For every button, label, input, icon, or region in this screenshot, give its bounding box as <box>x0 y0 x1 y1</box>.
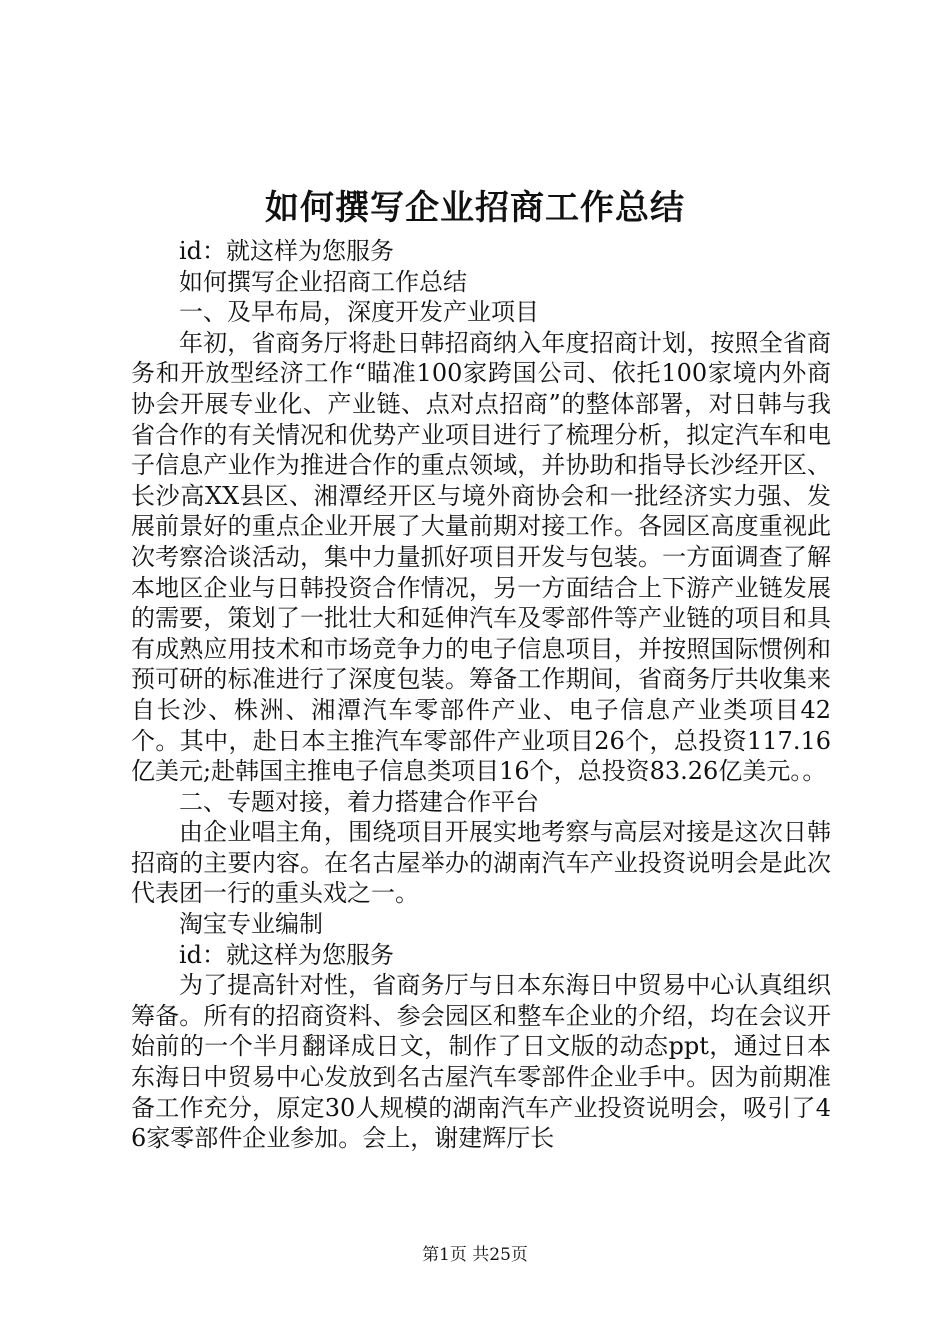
paragraph-id-line-2: id：就这样为您服务 <box>179 940 395 969</box>
document-body <box>131 236 831 1154</box>
paragraph-section-2-body: 由企业唱主角，围绕项目开展实地考察与高层对接是这次日韩招商的主要内容。在名古屋举办的湖南汽车产业投资说明会是此次代表团一行的重头戏之一。 <box>131 818 831 908</box>
section-heading-2: 二、专题对接，着力搭建合作平台 <box>179 787 539 816</box>
paragraph-id-line-1: id：就这样为您服务 <box>179 237 395 265</box>
paragraph-subtitle: 如何撰写企业招商工作总结 <box>179 267 467 296</box>
paragraph-taobao-note: 淘宝专业编制 <box>179 910 323 939</box>
page-number-footer: 第1页 共25页 <box>422 1245 528 1265</box>
section-heading-1: 一、及早布局，深度开发产业项目 <box>179 298 539 327</box>
document-title: 如何撰写企业招商工作总结 <box>265 188 685 228</box>
paragraph-section-2-continued: 为了提高针对性，省商务厅与日本东海日中贸易中心认真组织筹备。所有的招商资料、参会园区和整车企业的介绍，均在会议开始前的一个半月翻译成日文，制作了日文版的动态ppt，通过日本东海日中贸易中心发放到名古屋汽车零部件企业手中。因为前期准备工作充分，原定30人规模的湖南汽车产业投资说明会，吸引了46家零部件企业参加。会上，谢建辉厅长 <box>131 971 831 1153</box>
paragraph-section-1-body: 年初，省商务厅将赴日韩招商纳入年度招商计划，按照全省商务和开放型经济工作“瞄准100家跨国公司、依托100家境内外商协会开展专业化、产业链、点对点招商”的整体部署，对日韩与我省合作的有关情况和优势产业项目进行了梳理分析，拟定汽车和电子信息产业作为推进合作的重点领域，并协助和指导长沙经开区、长沙高XX县区、湘潭经开区与境外商协会和一批经济实力强、发展前景好的重点企业开展了大量前期对接工作。各园区高度重视此次考察洽谈活动，集中力量抓好项目开发与包装。一方面调查了解本地区企业与日韩投资合作情况，另一方面结合上下游产业链发展的需要，策划了一批壮大和延伸汽车及零部件等产业链的项目和具有成熟应用技术和市场竞争力的电子信息项目，并按照国际惯例和预可研的标准进行了深度包装。筹备工作期间，省商务厅共收集来自长沙、株洲、湘潭汽车零部件产业、电子信息产业类项目42个。其中，赴日本主推汽车零部件产业项目26个，总投资117.16亿美元;赴韩国主推电子信息类项目16个，总投资83.26亿美元。。 <box>131 328 831 786</box>
